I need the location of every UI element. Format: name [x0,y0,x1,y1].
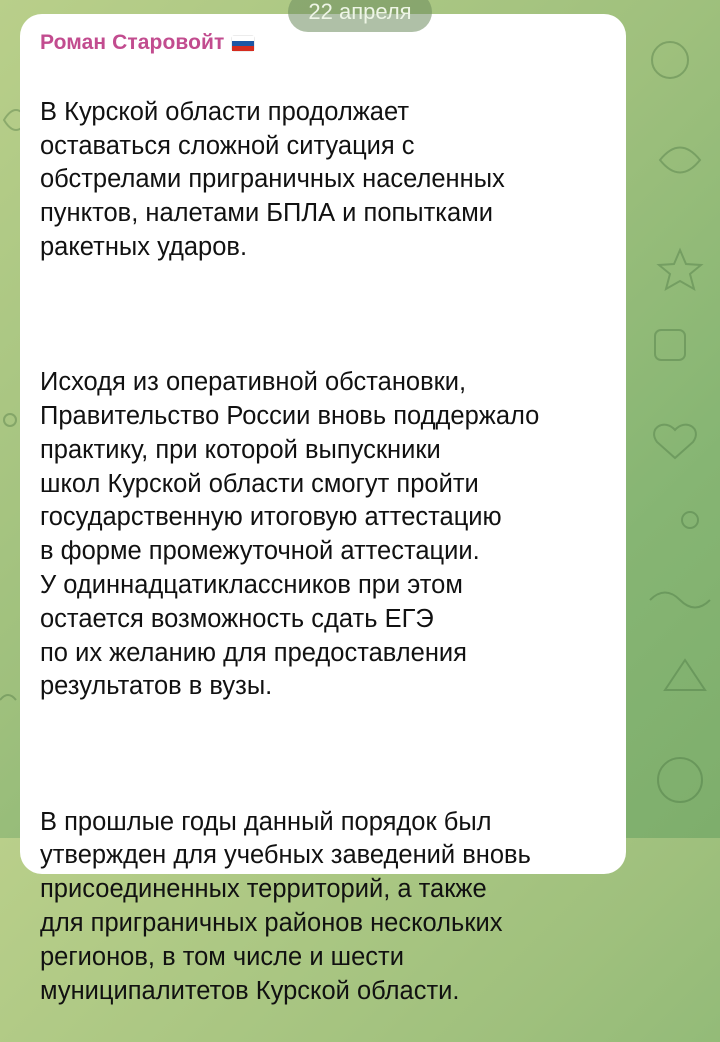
message-bubble[interactable] [20,14,626,1005]
message-paragraph: В Курской области продолжает оставаться сложной ситуация с обстрелами приграничных населенных пунктов, налетами БПЛА и попытками ракетных ударов. [40,97,505,261]
sender-name[interactable]: Роман Старовойт [40,31,225,54]
date-badge: 22 апреля [288,0,432,32]
message-paragraph: Исходя из оперативной обстановки, Правительство России вновь поддержало практику, при которой выпускники школ Курской области смогут пройти государственную итоговую аттестацию в форме промежуточной аттестации. У одиннадцатиклассников при этом остается возможность сдать ЕГЭ по их желанию для предоставления результатов в вузы. [40,368,540,701]
doodle-dot-icon [682,512,698,528]
doodle-heart-icon [654,425,696,458]
doodle-square-icon [655,330,685,360]
paragraph-spacer [40,738,606,772]
doodle-star-icon [659,250,701,289]
paragraph-spacer [40,299,606,333]
doodle-circle-icon [652,42,688,78]
flag-stripe-red [232,46,254,51]
doodle-ring-icon [658,758,702,802]
message-paragraph: В прошлые годы данный порядок был утвержден для учебных заведений вновь присоединенных территорий, а также для приграничных районов нескольких регионов, в том числе и шести муниципалитетов Курской области. [40,807,531,1005]
doodle-wave-icon [650,593,710,608]
doodle-triangle-icon [665,660,705,690]
doodle-wave-icon [0,695,16,700]
russia-flag-icon [232,36,254,51]
message-text [40,62,606,1042]
doodle-leaf-icon [660,148,700,173]
doodle-dot-icon [4,414,16,426]
